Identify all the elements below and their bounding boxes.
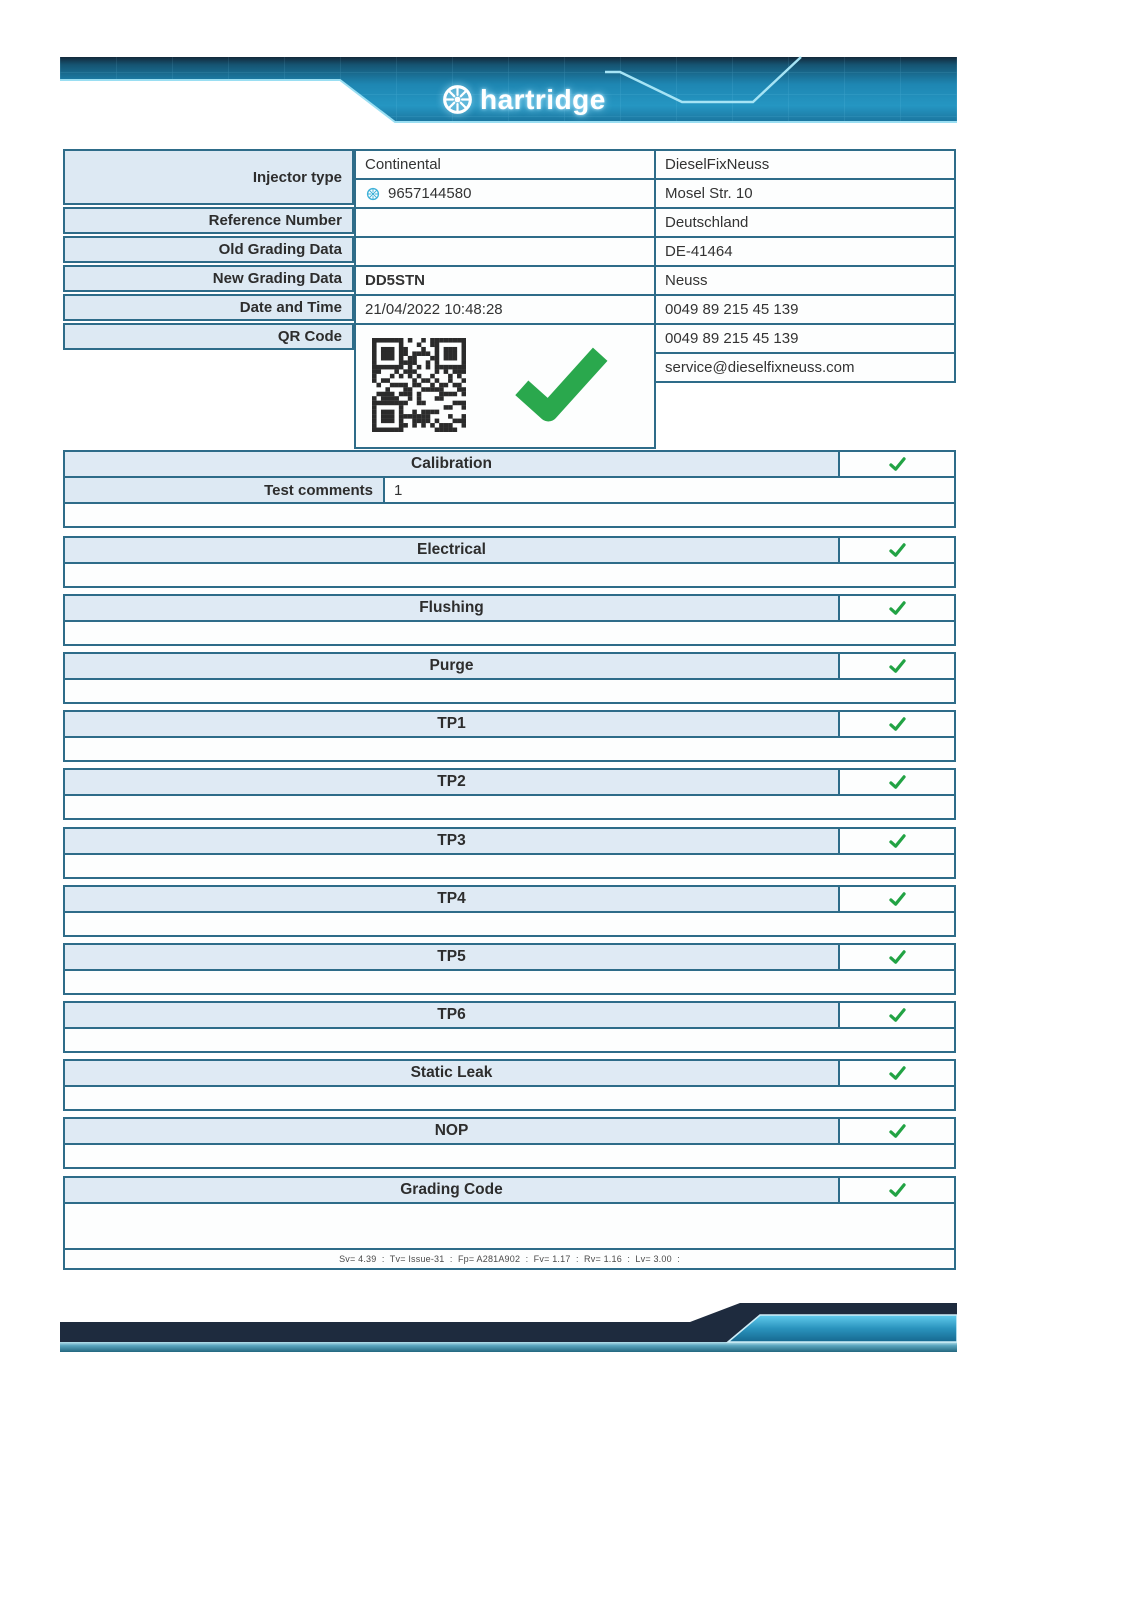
section-spacer-row — [63, 678, 956, 704]
test-section-tp3 — [63, 827, 840, 855]
section-label: TP1 — [437, 715, 466, 732]
qr-code-cell — [354, 323, 656, 449]
qr-code-label: QR Code — [63, 323, 354, 350]
section-spacer-row — [63, 1085, 956, 1111]
brand-wordmark: hartridge — [480, 83, 606, 115]
test-section-flushing — [63, 594, 840, 622]
test-comments-value: 1 — [383, 476, 956, 504]
section-spacer-row — [63, 1202, 956, 1250]
section-label: TP6 — [437, 1006, 466, 1023]
version-info: Sv= 4.39 : Tv= Issue-31 : Fp= A281A902 : Fv= 1.17 : Rv= 1.16 : Lv= 3.00 : — [63, 1248, 956, 1270]
check-icon — [889, 1183, 906, 1198]
section-status-cell — [838, 1176, 956, 1204]
new-grading-value: DD5STN — [354, 265, 656, 296]
footer-banner — [60, 1300, 957, 1355]
wheel-icon — [366, 187, 380, 201]
injector-number-value: 9657144580 — [388, 185, 472, 202]
workshop-street: Mosel Str. 10 — [654, 178, 956, 209]
section-status-cell — [838, 1001, 956, 1029]
section-label: TP4 — [437, 890, 466, 907]
section-status-cell — [838, 1117, 956, 1145]
check-icon — [889, 892, 906, 907]
old-grading-value — [354, 236, 656, 267]
test-section-nop — [63, 1117, 840, 1145]
date-time-value: 21/04/2022 10:48:28 — [354, 294, 656, 325]
section-spacer-row — [63, 736, 956, 762]
check-icon — [889, 717, 906, 732]
test-section-purge — [63, 652, 840, 680]
wheel-icon — [441, 83, 474, 116]
check-icon — [889, 659, 906, 674]
section-spacer-row — [63, 562, 956, 588]
check-icon — [889, 601, 906, 616]
test-comments-label: Test comments — [63, 476, 385, 504]
section-status-cell — [838, 710, 956, 738]
check-icon — [889, 543, 906, 558]
test-section-tp5 — [63, 943, 840, 971]
section-label: Electrical — [417, 541, 486, 558]
section-spacer-row — [63, 911, 956, 937]
workshop-country: Deutschland — [654, 207, 956, 238]
new-grading-label: New Grading Data — [63, 265, 354, 292]
section-spacer-row — [63, 853, 956, 879]
injector-make-value: Continental — [354, 149, 656, 180]
section-spacer-row — [63, 794, 956, 820]
section-label: TP3 — [437, 832, 466, 849]
check-icon — [889, 1008, 906, 1023]
section-spacer-row — [63, 969, 956, 995]
section-status-cell — [838, 450, 956, 478]
section-spacer-row — [63, 1027, 956, 1053]
section-status-cell — [838, 594, 956, 622]
section-status-cell — [838, 1059, 956, 1087]
section-status-cell — [838, 768, 956, 796]
workshop-phone-1: 0049 89 215 45 139 — [654, 294, 956, 325]
check-icon — [889, 1124, 906, 1139]
section-spacer-row — [63, 1143, 956, 1169]
test-section-tp4 — [63, 885, 840, 913]
date-time-label: Date and Time — [63, 294, 354, 321]
check-icon — [889, 1066, 906, 1081]
section-label: Static Leak — [410, 1064, 493, 1081]
check-icon — [889, 834, 906, 849]
test-section-electrical — [63, 536, 840, 564]
pass-check-icon — [512, 339, 610, 429]
section-status-cell — [838, 536, 956, 564]
section-label: Calibration — [411, 455, 492, 472]
section-label: TP2 — [437, 773, 466, 790]
workshop-email: service@dieselfixneuss.com — [654, 352, 956, 383]
section-spacer-row — [63, 620, 956, 646]
test-section-static-leak — [63, 1059, 840, 1087]
check-icon — [889, 457, 906, 472]
injector-type-label: Injector type — [63, 149, 354, 205]
workshop-phone-2: 0049 89 215 45 139 — [654, 323, 956, 354]
section-label: Grading Code — [400, 1181, 503, 1198]
section-label: Purge — [429, 657, 474, 674]
test-section-calibration — [63, 450, 840, 478]
section-spacer-row — [63, 502, 956, 528]
section-status-cell — [838, 885, 956, 913]
test-section-tp6 — [63, 1001, 840, 1029]
qr-code — [372, 338, 466, 432]
test-section-tp2 — [63, 768, 840, 796]
workshop-name: DieselFixNeuss — [654, 149, 956, 180]
test-section-tp1 — [63, 710, 840, 738]
check-icon — [889, 950, 906, 965]
workshop-postcode: DE-41464 — [654, 236, 956, 267]
section-status-cell — [838, 827, 956, 855]
check-icon — [889, 775, 906, 790]
old-grading-label: Old Grading Data — [63, 236, 354, 263]
section-label: TP5 — [437, 948, 466, 965]
test-section-grading-code — [63, 1176, 840, 1204]
section-status-cell — [838, 943, 956, 971]
section-label: Flushing — [419, 599, 484, 616]
brand-logo — [441, 83, 606, 116]
injector-number-cell — [354, 178, 656, 209]
workshop-city: Neuss — [654, 265, 956, 296]
section-status-cell — [838, 652, 956, 680]
reference-number-label: Reference Number — [63, 207, 354, 234]
reference-number-value — [354, 207, 656, 238]
section-label: NOP — [434, 1122, 469, 1139]
